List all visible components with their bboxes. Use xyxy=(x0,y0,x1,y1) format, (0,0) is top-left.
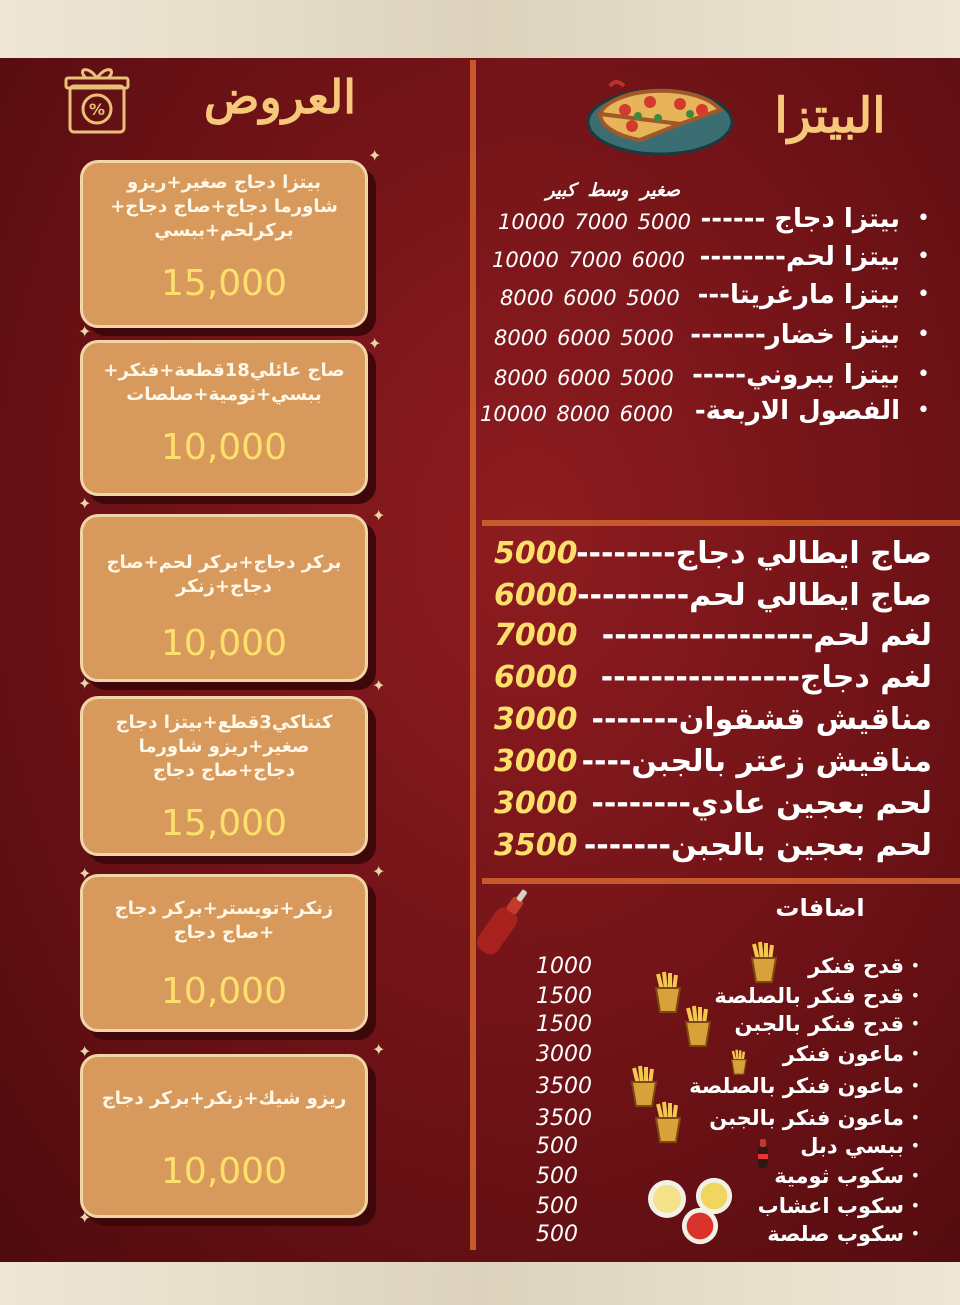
red-sauce-cup-icon xyxy=(680,1206,720,1246)
extra-name: سكوب صلصة xyxy=(767,1222,904,1246)
extra-price: 1000 xyxy=(536,954,592,979)
dish-name: لحم بعجين بالجبن------- xyxy=(583,828,932,863)
sauce-bottle-icon xyxy=(468,880,540,962)
extra-item xyxy=(520,954,920,984)
bullet: • xyxy=(910,1166,920,1185)
offer-description: ريزو شيك+زنكر+بركر دجاج xyxy=(101,1088,347,1109)
column-divider xyxy=(470,60,476,1250)
extra-item xyxy=(520,1134,920,1164)
offer-description: كنتاكي3قطع+بيتزا دجاج صغير+ريزو شاورما دجاج+صاج دجاج xyxy=(115,712,333,781)
offer-description: صاج عائلي18قطعة+فنكر+ ببسي+ثومية+صلصات xyxy=(103,360,345,405)
bullet: • xyxy=(910,1196,920,1215)
bullet: • xyxy=(910,1108,920,1127)
offer-price: 15,000 xyxy=(161,803,287,844)
offer-card xyxy=(80,340,368,496)
offer-card xyxy=(80,874,368,1032)
dish-name: صاج ايطالي لحم--------- xyxy=(577,578,932,613)
sparkle-icon: ✦ xyxy=(372,862,386,881)
dish-item xyxy=(494,536,932,578)
offer-price: 10,000 xyxy=(161,427,287,468)
pizza-item-name: بيتزا لحم-------- xyxy=(699,242,900,272)
extra-name: ماعون فنكر بالجبن xyxy=(709,1106,904,1130)
cola-bottle-icon xyxy=(756,1138,770,1168)
sparkle-icon: ✦ xyxy=(368,334,382,353)
bullet: • xyxy=(910,1014,920,1033)
offer-price: 15,000 xyxy=(161,263,287,304)
offer-card xyxy=(80,1054,368,1218)
dish-name: لغم دجاج---------------- xyxy=(600,660,932,695)
sparkle-icon: ✦ xyxy=(372,506,386,525)
dish-item xyxy=(494,744,932,786)
extra-name: قدح فنكر بالجبن xyxy=(734,1012,904,1036)
section-divider-pizza xyxy=(482,520,960,526)
extra-item xyxy=(520,1106,920,1136)
section-divider-main xyxy=(482,878,960,884)
pizza-item-prices: 8000 6000 5000 xyxy=(494,366,674,390)
sparkle-icon: ✦ xyxy=(78,1042,92,1061)
bullet: • xyxy=(910,1044,920,1063)
dish-item xyxy=(494,786,932,828)
dish-price: 3000 xyxy=(494,744,578,779)
extra-price: 500 xyxy=(536,1164,578,1189)
pizza-item-prices: 8000 6000 5000 xyxy=(494,326,674,350)
offer-card xyxy=(80,514,368,682)
dish-price: 3000 xyxy=(494,786,578,821)
dish-price: 3500 xyxy=(494,828,578,863)
dish-item xyxy=(494,578,932,620)
dish-price: 5000 xyxy=(494,536,578,571)
bullet: • xyxy=(917,322,930,347)
extra-price: 3500 xyxy=(536,1074,592,1099)
extra-item xyxy=(520,1012,920,1042)
sparkle-icon: ✦ xyxy=(78,1208,92,1227)
pizza-item-prices: 10000 7000 5000 xyxy=(498,210,692,234)
extra-name: ماعون فنكر xyxy=(782,1042,904,1066)
offer-description: زنكر+تويستر+بركر دجاج +صاج دجاج xyxy=(114,898,334,943)
dish-item xyxy=(494,828,932,870)
fries-icon xyxy=(728,1048,750,1076)
top-frame xyxy=(0,0,960,58)
extra-item xyxy=(520,984,920,1014)
extra-price: 3500 xyxy=(536,1106,592,1131)
pizza-item-prices: 8000 6000 5000 xyxy=(500,286,680,310)
extra-price: 500 xyxy=(536,1194,578,1219)
bullet: • xyxy=(917,244,930,269)
extra-item xyxy=(520,1042,920,1072)
extra-item xyxy=(520,1222,920,1252)
offer-price: 10,000 xyxy=(161,1151,287,1192)
pizza-item xyxy=(480,360,930,396)
extra-name: قدح فنكر xyxy=(808,954,904,978)
extra-price: 500 xyxy=(536,1134,578,1159)
dish-item xyxy=(494,618,932,660)
extra-price: 1500 xyxy=(536,1012,592,1037)
pizza-item-prices: 10000 7000 6000 xyxy=(492,248,686,272)
dish-price: 6000 xyxy=(494,660,578,695)
extra-item xyxy=(520,1074,920,1104)
sparkle-icon: ✦ xyxy=(78,674,92,693)
extras-title: اضافات xyxy=(775,894,865,922)
sparkle-icon: ✦ xyxy=(372,1040,386,1059)
bullet: • xyxy=(910,956,920,975)
pizza-item xyxy=(480,396,930,432)
fries-icon xyxy=(680,1004,716,1048)
bullet: • xyxy=(910,1224,920,1243)
offer-description: بيتزا دجاج صغير+ريزو شاورما دجاج+صاج دجاج+ بركرلحم+ببسي xyxy=(110,172,338,241)
dish-price: 3000 xyxy=(494,702,578,737)
bullet: • xyxy=(910,1076,920,1095)
extra-name: سكوب اعشاب xyxy=(757,1194,904,1218)
dish-name: مناقيش قشقوان------- xyxy=(591,702,932,737)
gift-discount-icon xyxy=(62,64,132,136)
extra-price: 1500 xyxy=(536,984,592,1009)
offers-title: العروض xyxy=(203,70,357,124)
bullet: • xyxy=(917,282,930,307)
dish-name: صاج ايطالي دجاج-------- xyxy=(576,536,932,571)
extra-name: قدح فنكر بالصلصة xyxy=(714,984,904,1008)
fries-icon xyxy=(650,1100,686,1144)
sparkle-icon: ✦ xyxy=(78,322,92,341)
pizza-item-name: بيتزا ببروني----- xyxy=(692,360,900,390)
extra-name: ماعون فنكر بالصلصة xyxy=(689,1074,904,1098)
extra-name: سكوب ثومية xyxy=(774,1164,904,1188)
pizza-item xyxy=(480,320,930,356)
dish-name: مناقيش زعتر بالجبن---- xyxy=(581,744,932,779)
pizza-item xyxy=(480,242,930,278)
pizza-icon xyxy=(580,62,740,162)
pizza-item xyxy=(480,280,930,316)
bullet: • xyxy=(917,398,930,423)
pizza-item xyxy=(480,204,930,240)
bullet: • xyxy=(917,206,930,231)
bullet: • xyxy=(910,986,920,1005)
pizza-item-name: الفصول الاربعة- xyxy=(694,396,900,426)
dish-name: لغم لحم----------------- xyxy=(601,618,932,653)
dish-item xyxy=(494,702,932,744)
offer-card xyxy=(80,696,368,856)
sparkle-icon: ✦ xyxy=(372,676,386,695)
dish-item xyxy=(494,660,932,702)
offer-price: 10,000 xyxy=(161,971,287,1012)
pizza-item-prices: 10000 8000 6000 xyxy=(480,402,674,426)
pizza-title: البيتزا xyxy=(774,88,886,144)
svg-text:%: % xyxy=(88,100,106,119)
dish-price: 7000 xyxy=(494,618,578,653)
extra-name: ببسي دبل xyxy=(800,1134,904,1158)
extra-price: 500 xyxy=(536,1222,578,1247)
bullet: • xyxy=(917,362,930,387)
dish-name: لحم بعجين عادي-------- xyxy=(591,786,932,821)
bullet: • xyxy=(910,1136,920,1155)
offer-price: 10,000 xyxy=(161,623,287,664)
offer-description: بركر دجاج+بركر لحم+صاج دجاج+زنكر xyxy=(106,552,342,597)
fries-icon xyxy=(746,940,782,984)
sparkle-icon: ✦ xyxy=(78,494,92,513)
size-header: صغير وسط كبير xyxy=(545,180,680,201)
pizza-item-name: بيتزا مارغريتا--- xyxy=(697,280,900,310)
bottom-frame xyxy=(0,1262,960,1305)
sparkle-icon: ✦ xyxy=(368,146,382,165)
pizza-item-name: بيتزا خضار------- xyxy=(690,320,900,350)
sparkle-icon: ✦ xyxy=(78,864,92,883)
offer-card xyxy=(80,160,368,328)
extra-price: 3000 xyxy=(536,1042,592,1067)
pizza-item-name: بيتزا دجاج ------ xyxy=(700,204,900,234)
dish-price: 6000 xyxy=(494,578,578,613)
